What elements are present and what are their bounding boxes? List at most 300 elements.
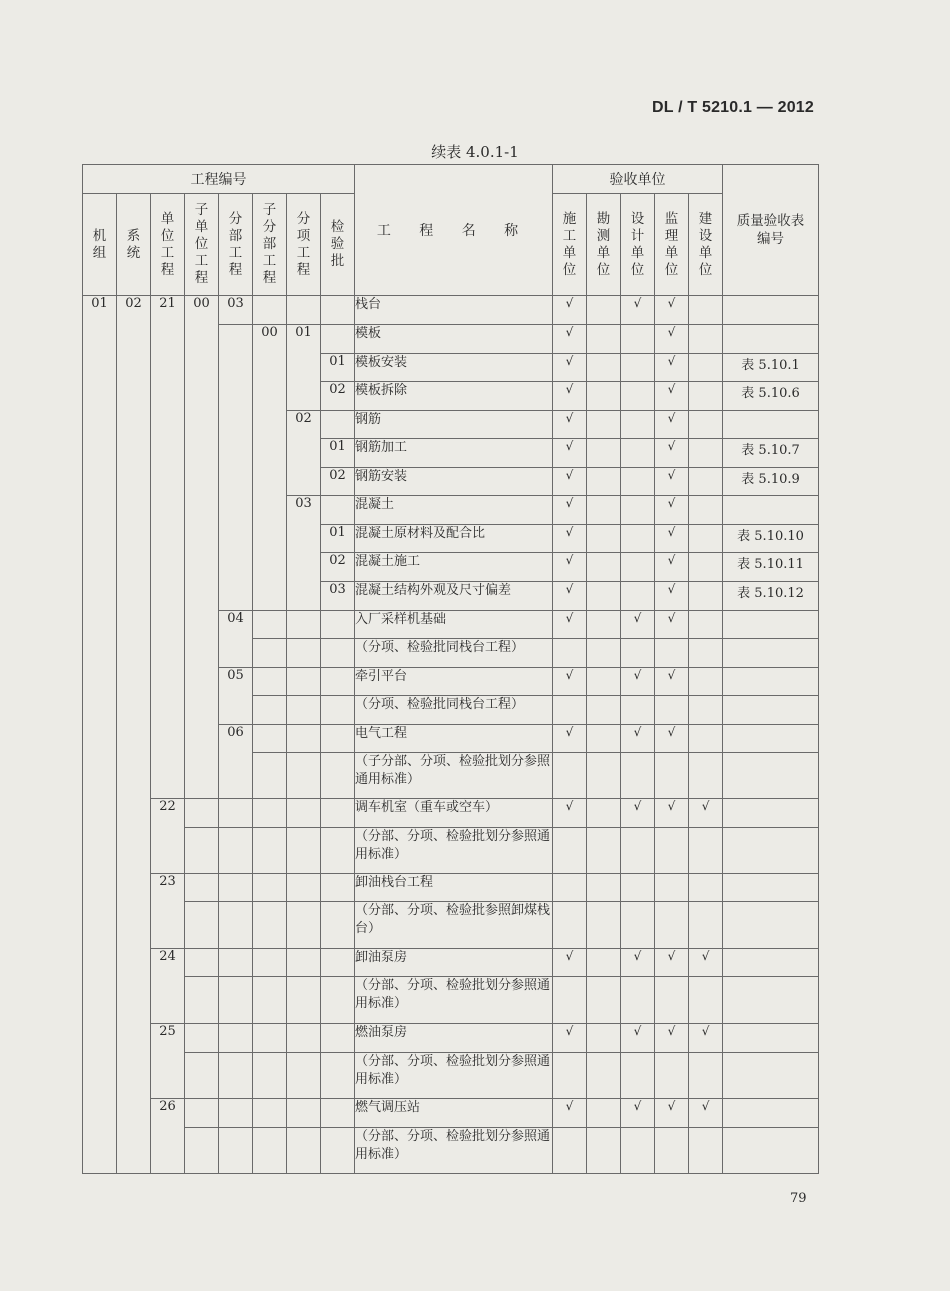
check-cell (655, 902, 689, 949)
check-cell (689, 611, 723, 639)
code-cell: 02 (321, 468, 355, 496)
code-cell (287, 725, 321, 753)
check-cell: √ (553, 296, 587, 325)
project-name-cell: （分部、分项、检验批划分参照通用标准） (355, 1053, 553, 1099)
header-owner-unit: 建 设 单 位 (689, 194, 723, 296)
code-cell (321, 668, 355, 696)
check-cell: √ (621, 668, 655, 696)
check-cell: √ (553, 439, 587, 468)
check-cell (553, 753, 587, 799)
code-cell (321, 949, 355, 977)
check-cell (553, 1053, 587, 1099)
code-cell (287, 639, 321, 668)
header-survey-unit: 勘 测 单 位 (587, 194, 621, 296)
check-cell: √ (655, 725, 689, 753)
check-cell: √ (655, 325, 689, 354)
form-number-cell (723, 902, 819, 949)
project-name-cell: 燃油泵房 (355, 1024, 553, 1053)
form-number-cell (723, 977, 819, 1024)
check-cell: √ (689, 799, 723, 828)
code-cell (185, 902, 219, 949)
form-number-cell: 表 5.10.12 (723, 582, 819, 611)
project-name-cell: 钢筋加工 (355, 439, 553, 468)
check-cell (621, 1053, 655, 1099)
code-cell (287, 1128, 321, 1174)
header-unit-project: 单 位 工 程 (151, 194, 185, 296)
header-construction-unit: 施 工 单 位 (553, 194, 587, 296)
check-cell (689, 902, 723, 949)
check-cell (621, 553, 655, 582)
form-number-cell (723, 325, 819, 354)
code-cell: 03 (219, 296, 253, 325)
check-cell (587, 753, 621, 799)
code-cell (253, 1128, 287, 1174)
project-name-cell: 混凝土结构外观及尺寸偏差 (355, 582, 553, 611)
table-row (83, 296, 819, 325)
code-cell (287, 902, 321, 949)
check-cell (689, 874, 723, 902)
project-name-cell: （分部、分项、检验批划分参照通用标准） (355, 828, 553, 874)
project-name-cell: （分项、检验批同栈台工程） (355, 696, 553, 725)
header-quality-form-no (723, 165, 819, 296)
table-row (83, 1053, 819, 1099)
code-cell: 00 (185, 296, 219, 799)
code-cell (253, 696, 287, 725)
form-number-cell: 表 5.10.10 (723, 525, 819, 553)
code-cell: 01 (321, 439, 355, 468)
check-cell: √ (553, 325, 587, 354)
check-cell: √ (553, 582, 587, 611)
check-cell (587, 611, 621, 639)
code-cell (185, 828, 219, 874)
table-row (83, 828, 819, 874)
code-cell (253, 611, 287, 639)
code-cell (253, 1099, 287, 1128)
check-cell: √ (655, 382, 689, 411)
code-cell (219, 902, 253, 949)
table-row (83, 949, 819, 977)
project-name-cell: 混凝土 (355, 496, 553, 525)
code-cell (321, 799, 355, 828)
check-cell (587, 553, 621, 582)
form-number-cell (723, 411, 819, 439)
check-cell (587, 582, 621, 611)
table-row (83, 1128, 819, 1174)
check-cell (587, 639, 621, 668)
header-project-name: 工 程 名 称 (355, 165, 553, 296)
check-cell (621, 382, 655, 411)
code-cell (287, 874, 321, 902)
check-cell (655, 1128, 689, 1174)
check-cell (587, 1128, 621, 1174)
check-cell: √ (621, 949, 655, 977)
code-cell (253, 725, 287, 753)
code-cell (185, 1128, 219, 1174)
header-system: 系 统 (117, 194, 151, 296)
check-cell: √ (621, 1099, 655, 1128)
code-cell (287, 1024, 321, 1053)
code-cell (185, 949, 219, 977)
table-row (83, 874, 819, 902)
code-cell (219, 325, 253, 611)
table-title: 续表 4.0.1-1 (431, 143, 519, 161)
project-name-cell: 混凝土原材料及配合比 (355, 525, 553, 553)
check-cell (553, 828, 587, 874)
project-name-cell: 卸油泵房 (355, 949, 553, 977)
form-number-cell: 表 5.10.7 (723, 439, 819, 468)
code-cell: 22 (151, 799, 185, 874)
header-inspection-lot: 检 验 批 (321, 194, 355, 296)
form-number-cell (723, 1024, 819, 1053)
check-cell (587, 325, 621, 354)
check-cell (689, 753, 723, 799)
check-cell: √ (655, 411, 689, 439)
code-cell (185, 799, 219, 828)
check-cell (553, 1128, 587, 1174)
check-cell: √ (655, 525, 689, 553)
check-cell: √ (655, 582, 689, 611)
check-cell (689, 1053, 723, 1099)
check-cell: √ (689, 1024, 723, 1053)
check-cell (553, 696, 587, 725)
check-cell (621, 582, 655, 611)
project-division-table (82, 164, 819, 1174)
check-cell (689, 354, 723, 382)
check-cell (587, 1099, 621, 1128)
code-cell (253, 1024, 287, 1053)
check-cell: √ (655, 949, 689, 977)
check-cell: √ (553, 354, 587, 382)
check-cell (587, 439, 621, 468)
code-cell (287, 611, 321, 639)
project-name-cell: 牵引平台 (355, 668, 553, 696)
check-cell (689, 582, 723, 611)
form-number-cell (723, 296, 819, 325)
project-name-cell: 卸油栈台工程 (355, 874, 553, 902)
code-cell (219, 874, 253, 902)
code-cell: 06 (219, 725, 253, 799)
check-cell: √ (655, 354, 689, 382)
check-cell (553, 977, 587, 1024)
project-name-cell: （分部、分项、检验批划分参照通用标准） (355, 977, 553, 1024)
code-cell (219, 828, 253, 874)
check-cell (689, 553, 723, 582)
code-cell: 01 (321, 354, 355, 382)
check-cell: √ (553, 1024, 587, 1053)
header-division-project: 分 部 工 程 (219, 194, 253, 296)
code-cell: 03 (321, 582, 355, 611)
check-cell: √ (553, 468, 587, 496)
check-cell (621, 902, 655, 949)
header-project-code: 工程编号 (83, 165, 355, 194)
check-cell (689, 639, 723, 668)
code-cell (321, 296, 355, 325)
code-cell: 02 (321, 553, 355, 582)
code-cell (253, 949, 287, 977)
check-cell (553, 902, 587, 949)
project-name-cell: （分部、分项、检验批划分参照通用标准） (355, 1128, 553, 1174)
code-cell (185, 1053, 219, 1099)
code-cell: 23 (151, 874, 185, 949)
check-cell (621, 439, 655, 468)
check-cell: √ (655, 1099, 689, 1128)
check-cell (655, 696, 689, 725)
header-supervision-unit: 监 理 单 位 (655, 194, 689, 296)
check-cell: √ (553, 725, 587, 753)
code-cell (253, 902, 287, 949)
code-cell (185, 1099, 219, 1128)
code-cell (253, 977, 287, 1024)
check-cell (689, 382, 723, 411)
table-row (83, 977, 819, 1024)
project-name-cell: 电气工程 (355, 725, 553, 753)
check-cell (689, 411, 723, 439)
code-cell: 02 (287, 411, 321, 496)
check-cell (587, 296, 621, 325)
form-number-cell (723, 639, 819, 668)
check-cell: √ (655, 468, 689, 496)
code-cell (219, 949, 253, 977)
check-cell (621, 496, 655, 525)
check-cell (587, 725, 621, 753)
check-cell: √ (655, 553, 689, 582)
code-cell (321, 828, 355, 874)
check-cell (621, 639, 655, 668)
check-cell: √ (655, 296, 689, 325)
table-body (83, 296, 819, 1174)
code-cell: 24 (151, 949, 185, 1024)
code-cell: 02 (321, 382, 355, 411)
code-cell: 00 (253, 325, 287, 611)
code-cell (321, 977, 355, 1024)
form-number-cell (723, 496, 819, 525)
code-cell (287, 753, 321, 799)
project-name-cell: 模板拆除 (355, 382, 553, 411)
check-cell (621, 325, 655, 354)
table-row (83, 1099, 819, 1128)
project-name-cell: 入厂采样机基础 (355, 611, 553, 639)
check-cell (655, 977, 689, 1024)
check-cell (621, 411, 655, 439)
check-cell: √ (553, 799, 587, 828)
code-cell (287, 668, 321, 696)
check-cell (689, 725, 723, 753)
code-cell (321, 325, 355, 354)
check-cell: √ (621, 799, 655, 828)
code-cell (321, 496, 355, 525)
header-machine-group: 机 组 (83, 194, 117, 296)
code-cell (287, 828, 321, 874)
form-number-cell: 表 5.10.6 (723, 382, 819, 411)
project-name-cell: （子分部、分项、检验批划分参照通用标准） (355, 753, 553, 799)
check-cell (621, 874, 655, 902)
check-cell (621, 354, 655, 382)
code-cell (253, 668, 287, 696)
project-name-cell: 燃气调压站 (355, 1099, 553, 1128)
code-cell (321, 874, 355, 902)
check-cell (587, 799, 621, 828)
header-sub-unit-project: 子 单 位 工 程 (185, 194, 219, 296)
check-cell (689, 525, 723, 553)
project-name-cell: 模板安装 (355, 354, 553, 382)
code-cell (253, 799, 287, 828)
standard-code: DL / T 5210.1 — 2012 (651, 99, 814, 116)
code-cell (287, 949, 321, 977)
check-cell: √ (553, 496, 587, 525)
code-cell (185, 977, 219, 1024)
check-cell: √ (621, 1024, 655, 1053)
check-cell (689, 468, 723, 496)
check-cell (587, 902, 621, 949)
check-cell (689, 668, 723, 696)
code-cell (321, 1053, 355, 1099)
check-cell: √ (655, 668, 689, 696)
check-cell (621, 1128, 655, 1174)
project-name-cell: 钢筋安装 (355, 468, 553, 496)
check-cell: √ (621, 725, 655, 753)
check-cell (621, 468, 655, 496)
check-cell (553, 874, 587, 902)
check-cell (689, 1128, 723, 1174)
check-cell (587, 668, 621, 696)
code-cell: 26 (151, 1099, 185, 1174)
check-cell (689, 496, 723, 525)
check-cell (689, 296, 723, 325)
table-row (83, 902, 819, 949)
code-cell (321, 611, 355, 639)
code-cell (185, 874, 219, 902)
code-cell (287, 1053, 321, 1099)
code-cell (321, 696, 355, 725)
check-cell (587, 874, 621, 902)
code-cell (321, 1099, 355, 1128)
check-cell: √ (553, 382, 587, 411)
form-number-cell (723, 753, 819, 799)
code-cell (321, 725, 355, 753)
code-cell (253, 828, 287, 874)
check-cell (621, 977, 655, 1024)
project-name-cell: 混凝土施工 (355, 553, 553, 582)
code-cell (253, 753, 287, 799)
code-cell (219, 1024, 253, 1053)
check-cell (587, 382, 621, 411)
code-cell (287, 799, 321, 828)
check-cell (655, 639, 689, 668)
check-cell: √ (553, 553, 587, 582)
check-cell: √ (553, 949, 587, 977)
code-cell: 25 (151, 1024, 185, 1099)
code-cell: 21 (151, 296, 185, 799)
check-cell (587, 468, 621, 496)
check-cell (587, 1024, 621, 1053)
form-number-cell: 表 5.10.1 (723, 354, 819, 382)
check-cell (621, 696, 655, 725)
project-name-cell: 模板 (355, 325, 553, 354)
check-cell (655, 1053, 689, 1099)
check-cell (621, 828, 655, 874)
check-cell (587, 411, 621, 439)
form-number-cell (723, 874, 819, 902)
header-design-unit: 设 计 单 位 (621, 194, 655, 296)
check-cell: √ (655, 1024, 689, 1053)
check-cell (553, 639, 587, 668)
check-cell (587, 828, 621, 874)
form-number-cell (723, 949, 819, 977)
project-name-cell: 栈台 (355, 296, 553, 325)
check-cell (689, 696, 723, 725)
form-number-cell (723, 696, 819, 725)
check-cell (655, 874, 689, 902)
code-cell (253, 296, 287, 325)
code-cell (287, 977, 321, 1024)
code-cell: 03 (287, 496, 321, 611)
check-cell (587, 525, 621, 553)
code-cell: 04 (219, 611, 253, 668)
code-cell (253, 1053, 287, 1099)
check-cell: √ (689, 949, 723, 977)
check-cell (689, 325, 723, 354)
code-cell (287, 296, 321, 325)
code-cell (219, 1128, 253, 1174)
form-number-cell: 表 5.10.9 (723, 468, 819, 496)
check-cell: √ (621, 611, 655, 639)
code-cell (219, 1099, 253, 1128)
check-cell: √ (689, 1099, 723, 1128)
check-cell (587, 496, 621, 525)
code-cell (185, 1024, 219, 1053)
project-name-cell: 钢筋 (355, 411, 553, 439)
form-number-cell (723, 725, 819, 753)
code-cell (253, 639, 287, 668)
table-row (83, 799, 819, 828)
check-cell (587, 696, 621, 725)
project-name-cell: （分部、分项、检验批参照卸煤栈台） (355, 902, 553, 949)
form-number-cell (723, 1128, 819, 1174)
code-cell: 05 (219, 668, 253, 725)
form-number-cell (723, 668, 819, 696)
check-cell: √ (655, 799, 689, 828)
form-number-cell (723, 1053, 819, 1099)
check-cell (689, 828, 723, 874)
code-cell (219, 977, 253, 1024)
code-cell (321, 902, 355, 949)
code-cell (219, 1053, 253, 1099)
code-cell (287, 1099, 321, 1128)
header-acceptance-units: 验收单位 (553, 165, 723, 194)
code-cell (321, 753, 355, 799)
form-number-cell: 表 5.10.11 (723, 553, 819, 582)
table-row (83, 1024, 819, 1053)
check-cell (621, 753, 655, 799)
check-cell: √ (655, 439, 689, 468)
form-number-cell (723, 611, 819, 639)
check-cell (689, 439, 723, 468)
code-cell (253, 874, 287, 902)
check-cell: √ (655, 496, 689, 525)
header-item-project: 分 项 工 程 (287, 194, 321, 296)
header-quality-form-no-text: 质量验收表编号 (736, 213, 805, 247)
code-cell (287, 696, 321, 725)
code-cell (321, 639, 355, 668)
check-cell: √ (553, 411, 587, 439)
check-cell (587, 354, 621, 382)
form-number-cell (723, 1099, 819, 1128)
code-cell: 01 (83, 296, 117, 1174)
check-cell (655, 753, 689, 799)
form-number-cell (723, 799, 819, 828)
code-cell (321, 1128, 355, 1174)
page-number: 79 (790, 1191, 807, 1206)
